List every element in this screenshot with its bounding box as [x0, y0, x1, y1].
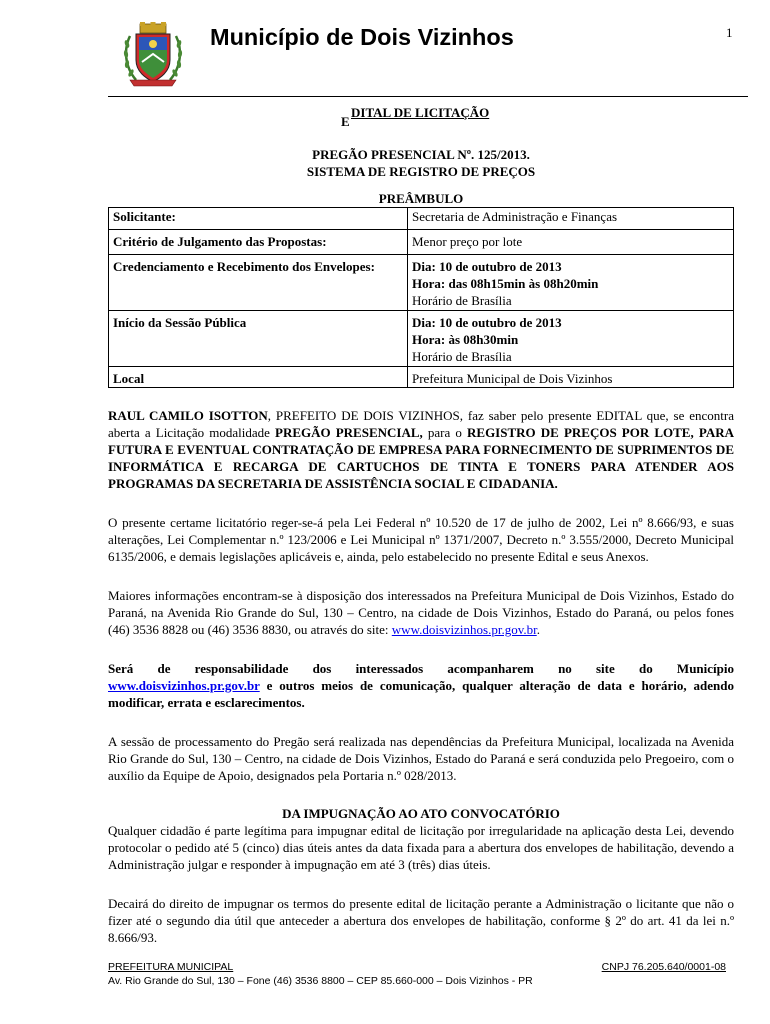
modality: PREGÃO PRESENCIAL,	[275, 425, 423, 440]
object-description: REGISTRO DE PREÇOS POR LOTE, PARA FUTURA E EVENTUAL CONTRATAÇÃO DE EMPRESA PARA FORNECIMENTO DE SUPRIMENTOS DE INFORMÁTICA E RECARGA DE CARTUCHOS DE TINTA E TONERS PARA ATENDER AOS PROGRAMAS DA SECRETARIA DE ASSISTÊNCIA SOCIAL E CIDADANIA.	[108, 425, 734, 491]
coat-of-arms-icon	[122, 22, 184, 88]
pregao-number: PREGÃO PRESENCIAL Nº. 125/2013.	[312, 147, 530, 162]
row-value-timezone: Horário de Brasília	[412, 293, 512, 308]
sistema-registro: SISTEMA DE REGISTRO DE PREÇOS	[306, 164, 536, 179]
table-row	[109, 255, 734, 311]
footer-cnpj: CNPJ 76.205.640/0001-08	[601, 961, 726, 973]
row-value-day: Dia: 10 de outubro de 2013	[412, 259, 562, 274]
intro-text-c: para o	[422, 425, 468, 440]
website-link[interactable]: www.doisvizinhos.pr.gov.br	[391, 622, 537, 637]
mayor-name: RAUL CAMILO ISOTTON	[108, 408, 268, 423]
row-value: Menor preço por lote	[408, 230, 734, 255]
legal-basis-paragraph: O presente certame licitatório reger-se-á pela Lei Federal nº 10.520 de 17 de julho de 2002, Lei nº 8.666/93, e suas alterações, Lei Complementar n.º 123/2006 e Lei Municipal nº 1371/2007, Decreto n.º 3.555/2000, Decreto Municipal 6135/2006, e demais legislações aplicáveis e, ainda, pelo estabelecido no presente Edital e seus Anexos.	[108, 515, 734, 564]
responsibility-line2	[108, 677, 734, 711]
intro-text-a: , PREFEITO DE DOIS VIZINHOS, faz saber pelo presente EDITAL que, se encontra aberta a Licitação modalidade	[108, 408, 734, 440]
edital-title-initial: E	[341, 114, 350, 129]
footer-address: Av. Rio Grande do Sul, 130 – Fone (46) 3536 8800 – CEP 85.660-000 – Dois Vizinhos - PR	[108, 975, 533, 987]
session-paragraph: A sessão de processamento do Pregão será realizada nas dependências da Prefeitura Municipal, localizada na Avenida Rio Grande do Sul, 130 – Centro, na cidade de Dois Vizinhos, Estado do Paraná e será conduzida pelo Pregoeiro, com o auxílio da Equipe de Apoio, designados pela Portaria n.º 028/2013.	[108, 734, 734, 783]
responsibility-paragraph	[108, 660, 734, 711]
information-paragraph	[108, 587, 734, 638]
row-value-hour: Hora: às 08h30min	[412, 332, 519, 347]
information-text: Maiores informações encontram-se à disposição dos interessados na Prefeitura Municipal de Dois Vizinhos, Estado do Paraná, na Avenida Rio Grande do Sul, 130 – Centro, na cidade de Dois Vizinhos, Estado do Paraná, ou pelos fones (46) 3536 8828 ou (46) 3536 8830, ou através do site:	[108, 588, 734, 637]
page-number: 1	[726, 25, 733, 40]
table-row	[109, 230, 734, 255]
row-label: Credenciamento e Recebimento dos Envelopes:	[109, 255, 408, 311]
document-body	[108, 104, 734, 946]
row-value-timezone: Horário de Brasília	[412, 349, 512, 364]
impugnation-paragraph: Qualquer cidadão é parte legítima para impugnar edital de licitação por irregularidade na aplicação desta Lei, devendo protocolar o pedido até 5 (cinco) dias úteis antes da data fixada para a abertura dos envelopes de habilitação, devendo a Administração julgar e responder à impugnação em até 3 (três) dias úteis.	[108, 823, 734, 872]
row-label: Início da Sessão Pública	[109, 311, 408, 367]
responsibility-text: e outros meios de comunicação, qualquer alteração de data e horário, adendo modificar, errata e esclarecimentos.	[108, 678, 734, 710]
row-value	[408, 255, 734, 311]
row-value-hour: Hora: das 08h15min às 08h20min	[412, 276, 599, 291]
row-value: Secretaria de Administração e Finanças	[408, 208, 734, 230]
table-row	[109, 311, 734, 367]
municipality-title: Município de Dois Vizinhos	[210, 24, 514, 50]
row-value	[408, 311, 734, 367]
responsibility-line1: Será de responsabilidade dos interessados acompanharem no site do Município	[108, 661, 734, 676]
preambulo-table	[108, 207, 734, 388]
website-link[interactable]: www.doisvizinhos.pr.gov.br	[108, 678, 260, 693]
information-end: .	[536, 622, 540, 637]
section-title: DA IMPUGNAÇÃO AO ATO CONVOCATÓRIO	[282, 806, 560, 821]
intro-paragraph	[108, 407, 734, 492]
edital-title	[108, 104, 734, 130]
row-value: Prefeitura Municipal de Dois Vizinhos	[408, 367, 734, 388]
table-row	[109, 367, 734, 388]
row-value-day: Dia: 10 de outubro de 2013	[412, 315, 562, 330]
row-label: Solicitante:	[109, 208, 408, 230]
table-row	[109, 208, 734, 230]
decay-paragraph: Decairá do direito de impugnar os termos do presente edital de licitação perante a Administração o licitante que não o fizer até o segundo dia útil que anteceder a abertura dos envelopes de habilitação, conforme § 2º do art. 41 da lei n.º 8.666/93.	[108, 896, 734, 945]
row-label: Critério de Julgamento das Propostas:	[109, 230, 408, 255]
row-label: Local	[109, 367, 408, 388]
edital-title-rest: DITAL DE LICITAÇÃO	[351, 105, 490, 120]
footer-left: PREFEITURA MUNICIPAL	[108, 961, 234, 973]
header-divider	[108, 96, 748, 97]
preambulo-heading: PREÂMBULO	[378, 191, 464, 206]
